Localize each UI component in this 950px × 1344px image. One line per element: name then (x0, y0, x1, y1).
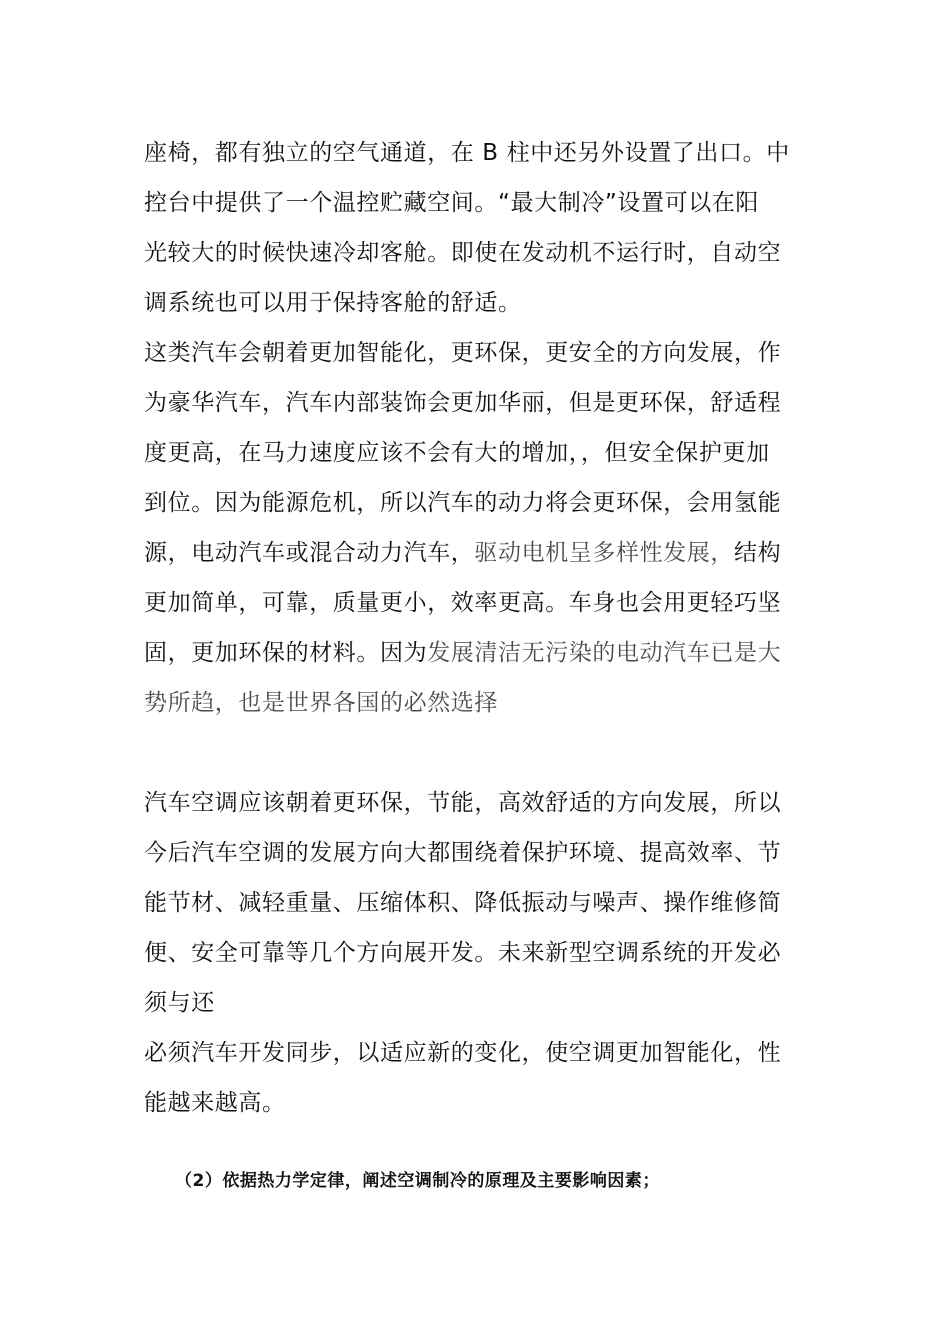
text-segment-gray: 发展清洁无污染的电动汽车已是大 (427, 640, 782, 666)
text-line: 这类汽车会朝着更加智能化，更环保，更安全的方向发展，作 (144, 340, 782, 366)
text-line: 度更高，在马力速度应该不会有大的增加，，但安全保护更加 (144, 440, 770, 466)
text-segment-gray: 驱动电机呈多样性发展， (474, 540, 735, 566)
text-line: 调系统也可以用于保持客舱的舒适。 (144, 290, 522, 316)
document-body (144, 128, 808, 1128)
text-line: 须与还 (144, 990, 215, 1016)
text-line (144, 628, 808, 678)
paragraph-gap (144, 728, 808, 778)
text-line (144, 528, 808, 578)
text-line: 座椅，都有独立的空气通道，在 B 柱中还另外设置了出口。中 (144, 140, 790, 166)
text-line: 光较大的时候快速冷却客舱。即使在发动机不运行时，自动空 (144, 240, 782, 266)
text-segment: 固，更加环保的材料。因为 (144, 640, 428, 666)
text-line: 便、安全可靠等几个方向展开发。未来新型空调系统的开发必 (144, 940, 782, 966)
text-line: 到位。因为能源危机，所以汽车的动力将会更环保，会用氢能 (144, 490, 782, 516)
section-heading: （2）依据热力学定律，阐述空调制冷的原理及主要影响因素； (175, 1171, 660, 1191)
text-line: 更加简单，可靠，质量更小，效率更高。车身也会用更轻巧坚 (144, 590, 782, 616)
text-line: 势所趋，也是世界各国的必然选择 (144, 690, 498, 716)
text-line: 汽车空调应该朝着更环保，节能，高效舒适的方向发展，所以 (144, 790, 782, 816)
text-line: 能越来越高。 (144, 1090, 286, 1116)
text-line: 控台中提供了一个温控贮藏空间。“最大制冷”设置可以在阳 (144, 190, 760, 216)
text-segment: 源，电动汽车或混合动力汽车， (144, 540, 475, 566)
text-segment: 结构 (734, 540, 782, 566)
text-line: 为豪华汽车，汽车内部装饰会更加华丽，但是更环保，舒适程 (144, 390, 782, 416)
text-line: 今后汽车空调的发展方向大都围绕着保护环境、提高效率、节 (144, 840, 782, 866)
text-line: 必须汽车开发同步，以适应新的变化，使空调更加智能化，性 (144, 1040, 782, 1066)
text-line: 能节材、减轻重量、压缩体积、降低振动与噪声、操作维修简 (144, 890, 782, 916)
